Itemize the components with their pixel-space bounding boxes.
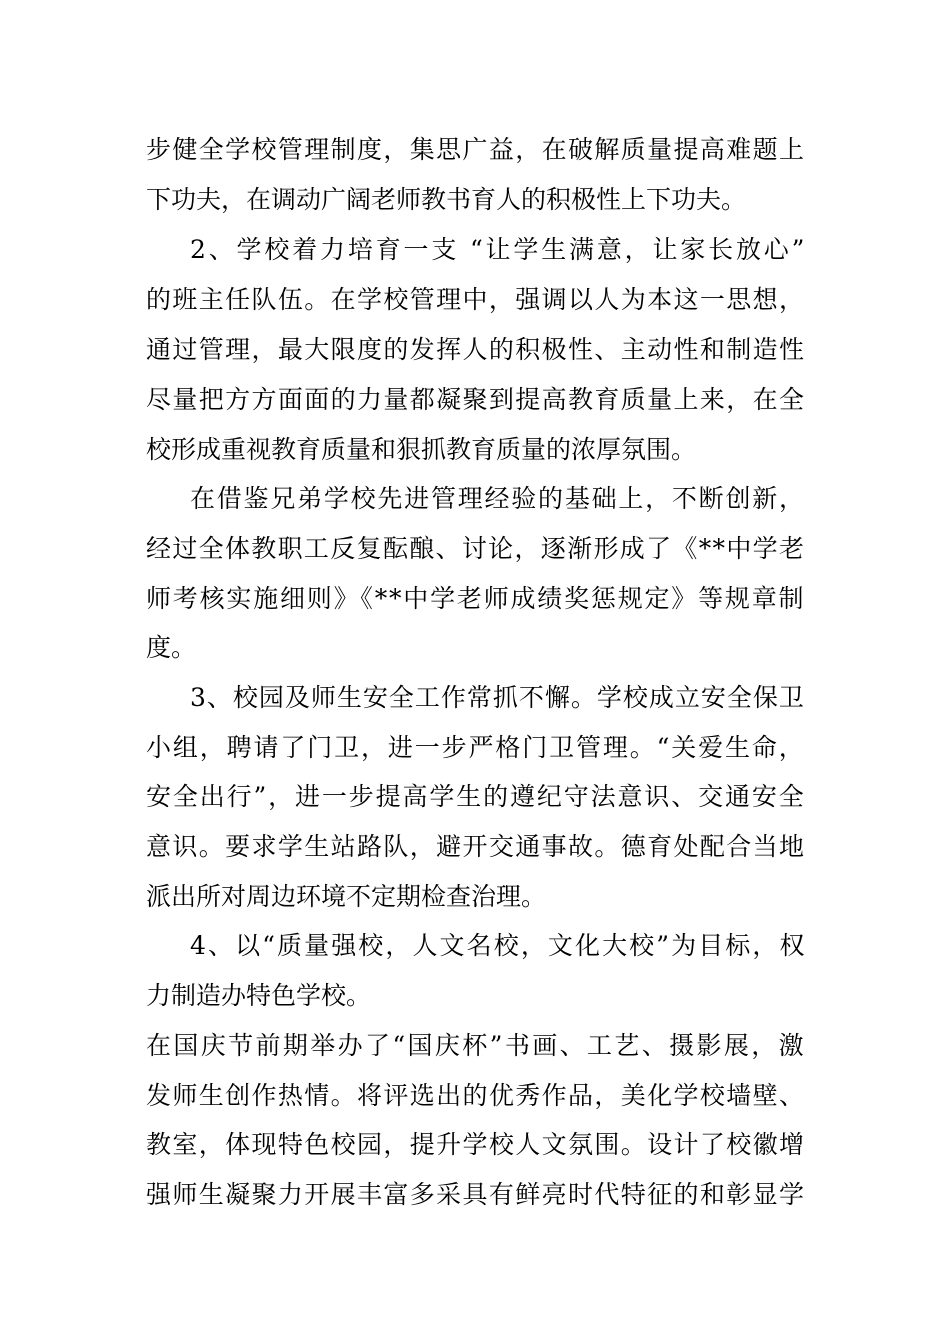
text-line: 小组，聘请了门卫，进一步严格门卫管理。“关爱生命， [146, 733, 806, 762]
text-line: 在国庆节前期举办了“国庆杯”书画、工艺、摄影展，激 [146, 1031, 806, 1060]
text-line: 下功夫，在调动广阔老师教书育人的积极性上下功夫。 [146, 185, 747, 214]
text-line: 2、学校着力培育一支 “让学生满意，让家长放心” [190, 235, 808, 264]
text-line: 安全出行”，进一步提高学生的遵纪守法意识、交通安全 [146, 782, 806, 811]
text-line: 派出所对周边环境不定期检查治理。 [146, 882, 547, 911]
text-line: 度。 [146, 633, 197, 662]
text-line: 校形成重视教育质量和狠抓教育质量的浓厚氛围。 [146, 435, 697, 464]
text-line: 意识。要求学生站路队，避开交通事故。德育处配合当地 [146, 832, 806, 861]
text-line: 的班主任队伍。在学校管理中，强调以人为本这一思想， [146, 285, 806, 314]
text-line: 通过管理，最大限度的发挥人的积极性、主动性和制造性 [146, 335, 806, 364]
text-line: 发师生创作热情。将评选出的优秀作品，美化学校墙壁、 [146, 1081, 806, 1110]
text-line: 在借鉴兄弟学校先进管理经验的基础上，不断创新， [190, 484, 806, 513]
text-line: 力制造办特色学校。 [146, 981, 372, 1010]
text-line: 师考核实施细则》《**中学老师成绩奖惩规定》等规章制 [146, 584, 806, 613]
text-line: 4、以“质量强校，人文名校，文化大校”为目标，权 [190, 931, 807, 960]
text-line: 强师生凝聚力开展丰富多采具有鲜亮时代特征的和彰显学 [146, 1180, 806, 1209]
text-line: 经过全体教职工反复酝酿、讨论，逐渐形成了《**中学老 [146, 534, 806, 563]
text-line: 3、校园及师生安全工作常抓不懈。学校成立安全保卫 [190, 683, 805, 712]
text-line: 教室，体现特色校园，提升学校人文氛围。设计了校徽增 [146, 1130, 806, 1159]
text-line: 步健全学校管理制度，集思广益，在破解质量提高难题上 [146, 135, 806, 164]
text-line: 尽量把方方面面的力量都凝聚到提高教育质量上来，在全 [146, 385, 806, 414]
